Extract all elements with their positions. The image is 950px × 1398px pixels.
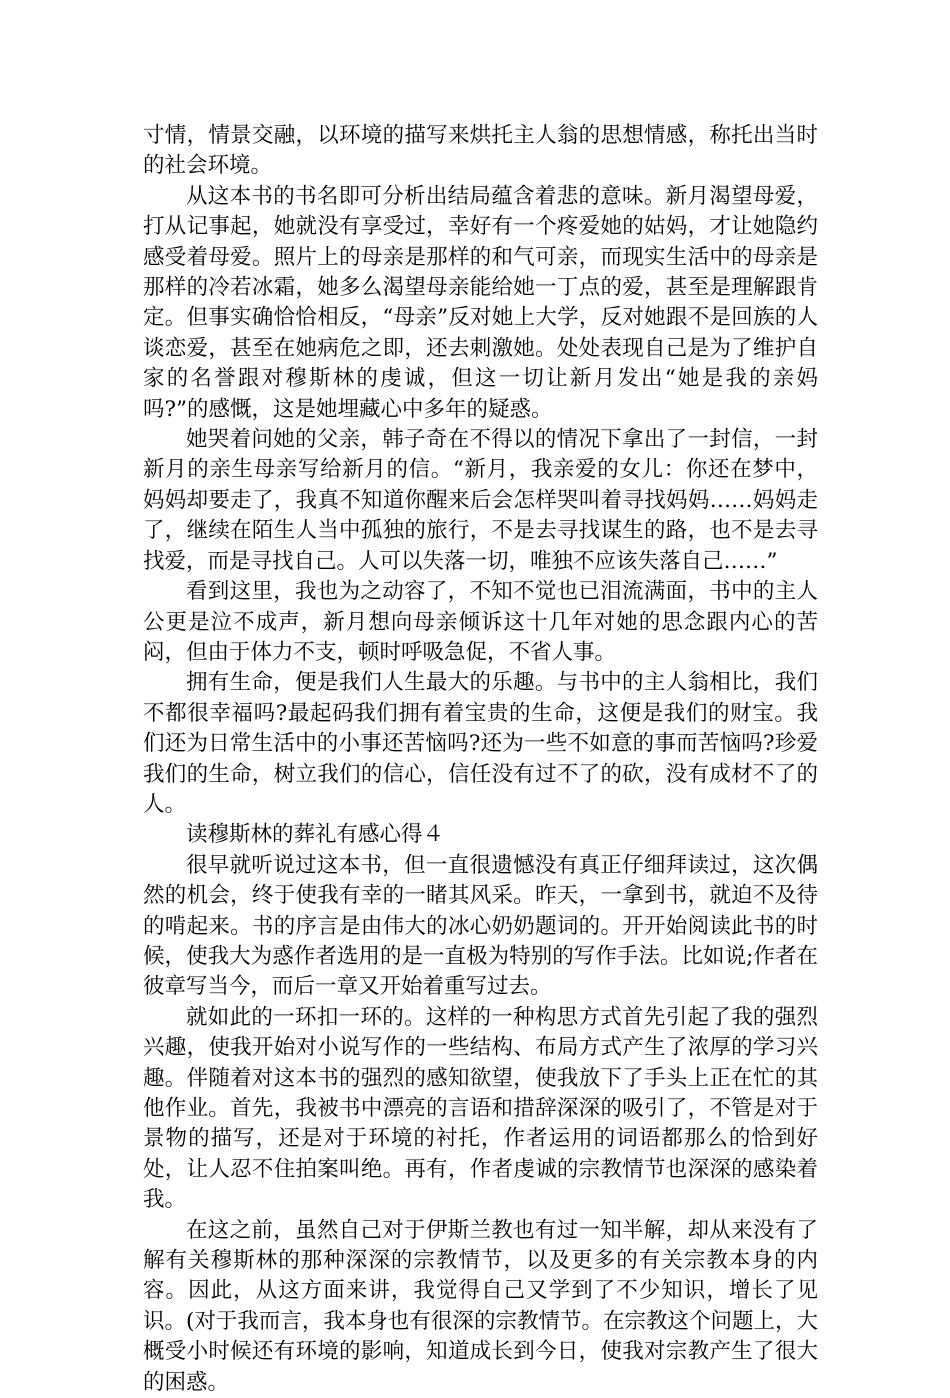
paragraph-continuation: 寸情，情景交融，以环境的描写来烘托主人翁的思想情感，称托出当时的社会环境。	[143, 123, 818, 179]
paragraph: 从这本书的书名即可分析出结局蕴含着悲的意味。新月渴望母爱，打从记事起，她就没有享受过，幸好有一个疼爱她的姑妈，才让她隐约感受着母爱。照片上的母亲是那样的和气可亲，而现实生活中的母亲是那样的冷若冰霜，她多么渴望母亲能给她一丁点的爱，甚至是理解跟肯定。但事实确恰恰相反，“母亲”反对她上大学，反对她跟不是回族的人谈恋爱，甚至在她病危之即，还去刺激她。处处表现自己是为了维护自家的名誉跟对穆斯林的虔诚，但这一切让新月发出“她是我的亲妈吗?”的感慨，这是她埋藏心中多年的疑惑。	[143, 183, 818, 422]
paragraph: 很早就听说过这本书，但一直很遗憾没有真正仔细拜读过，这次偶然的机会，终于使我有幸的一睹其风采。昨天，一拿到书，就迫不及待的啃起来。书的序言是由伟大的冰心奶奶题词的。开开始阅读此书的时候，使我大为惑作者选用的是一直极为特别的写作手法。比如说;作者在彼章写当今，而后一章又开始着重写过去。	[143, 852, 818, 1000]
section-heading: 读穆斯林的葬礼有感心得４	[186, 822, 445, 848]
paragraph: 在这之前，虽然自己对于伊斯兰教也有过一知半解，却从来没有了解有关穆斯林的那种深深的宗教情节，以及更多的有关宗教本身的内容。因此，从这方面来讲，我觉得自己又学到了不少知识，增长了见识。(对于我而言，我本身也有很深的宗教情节。在宗教这个问题上，大概受小时候还有环境的影响，知道成长到今日，使我对宗教产生了很大的困惑。	[143, 1217, 818, 1395]
document-body	[143, 121, 818, 1398]
paragraph: 看到这里，我也为之动容了，不知不觉也已泪流满面，书中的主人公更是泣不成声，新月想向母亲倾诉这十几年对她的思念跟内心的苦闷，但由于体力不支，顿时呼吸急促，不省人事。	[143, 579, 818, 665]
paragraph: 她哭着问她的父亲，韩子奇在不得以的情况下拿出了一封信，一封新月的亲生母亲写给新月的信。“新月，我亲爱的女儿：你还在梦中，妈妈却要走了，我真不知道你醒来后会怎样哭叫着寻找妈妈……妈妈走了，继续在陌生人当中孤独的旅行，不是去寻找谋生的路，也不是去寻找爱，而是寻找自己。人可以失落一切，唯独不应该失落自己……”	[143, 427, 818, 574]
paragraph: 拥有生命，便是我们人生最大的乐趣。与书中的主人翁相比，我们不都很幸福吗?最起码我们拥有着宝贵的生命，这便是我们的财宝。我们还为日常生活中的小事还苦恼吗?还为一些不如意的事而苦恼吗?珍爱我们的生命，树立我们的信心，信任没有过不了的砍，没有成材不了的人。	[143, 670, 818, 817]
paragraph: 就如此的一环扣一环的。这样的一种构思方式首先引起了我的强烈兴趣，使我开始对小说写作的一些结构、布局方式产生了浓厚的学习兴趣。伴随着对这本书的强烈的感知欲望，使我放下了手头上正在忙的其他作业。首先，我被书中漂亮的言语和措辞深深的吸引了，不管是对于景物的描写，还是对于环境的衬托，作者运用的词语都那么的恰到好处，让人忍不住拍案叫绝。再有，作者虔诚的宗教情节也深深的感染着我。	[143, 1004, 818, 1213]
